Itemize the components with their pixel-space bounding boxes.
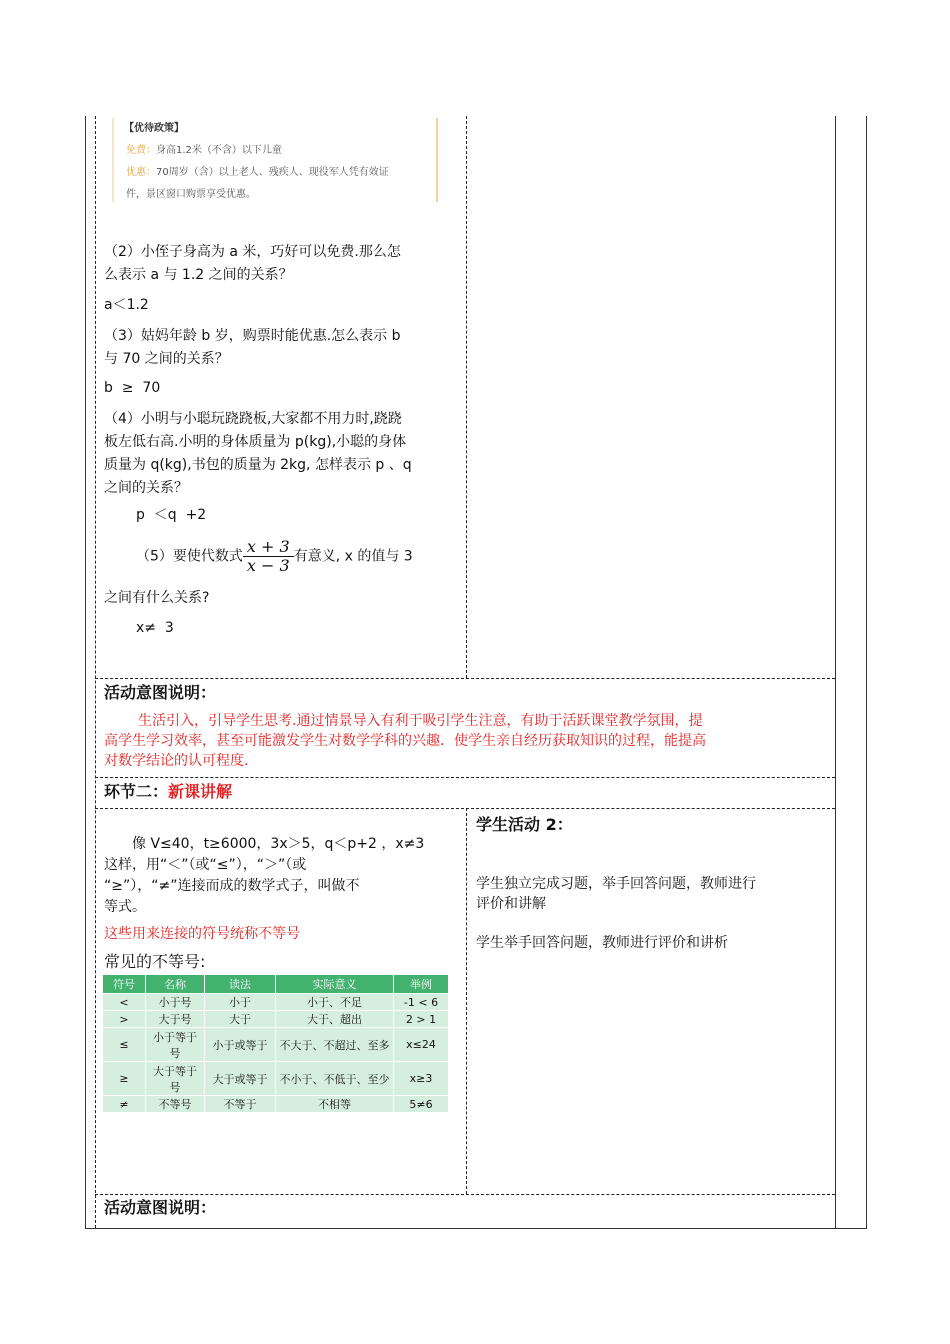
cell-example: x≥3 [394,1062,449,1096]
intent1-body [104,711,832,771]
table-row [103,1062,449,1096]
policy-title: 【优待政策】 [124,123,184,134]
table-row [103,994,449,1011]
row-divider-3 [95,808,835,809]
inequality-table [102,974,449,1113]
q4-line1: （4）小明与小聪玩跷跷板,大家都不用力时,跷跷 [104,411,402,427]
cell-symbol: ≤ [103,1028,146,1062]
cell-meaning: 不相等 [276,1096,394,1113]
table-row [103,1011,449,1028]
q4-line2: 板左低右高.小明的身体质量为 p(kg),小聪的身体 [104,434,407,450]
q4-line3: 质量为 q(kg),书包的质量为 2kg, 怎样表示 p 、q [104,457,412,473]
q2-line2: 么表示 a 与 1.2 之间的关系？ [104,267,293,283]
inner-right-rule [835,116,836,1228]
q5-denominator: x − 3 [246,556,290,575]
question-5-line1 [136,538,466,575]
column-divider-top [466,116,467,678]
cell-reading: 不等于 [205,1096,276,1113]
header-reading: 读法 [205,975,276,994]
q3-answer: b ≥ 70 [104,380,161,396]
q3-line2: 与 70 之间的关系？ [104,351,229,367]
row-divider-4 [95,1194,835,1195]
q5-answer: x≠ 3 [136,620,174,636]
q4-answer: p ＜q +2 [136,507,207,523]
student-line1: 学生独立完成习题，举手回答问题，教师进行 [476,876,756,892]
student-activity-heading: 学生活动 2： [476,815,573,834]
policy-discount-line1: 70周岁（含）以上老人、残疾人、现役军人凭有效证 [156,167,389,178]
q5-numerator: x + 3 [243,538,294,557]
header-meaning: 实际意义 [276,975,394,994]
student-line3: 学生举手回答问题，教师进行评价和讲析 [476,935,728,951]
q2-answer: a＜1.2 [104,297,149,313]
row-divider-1 [95,678,835,679]
policy-free-text: 身高1.2米（不含）以下儿童 [156,145,282,156]
cell-example: 5≠6 [394,1096,449,1113]
cell-reading: 大于 [205,1011,276,1028]
common-inequalities-title: 常见的不等号: [104,952,206,971]
cell-meaning: 不小于、不低于、至少 [276,1062,394,1096]
table-row [103,1096,449,1113]
policy-free-label: 免费： [126,145,156,156]
intent1-line2: 高学生学习效率，甚至可能激发学生对数学学科的兴趣．使学生亲自经历获取知识的过程，能提高 [104,733,706,749]
cell-symbol: ≥ [103,1062,146,1096]
cell-name: 大于号 [146,1011,205,1028]
row-divider-2 [95,777,835,778]
header-name: 名称 [146,975,205,994]
cell-meaning: 大于、超出 [276,1011,394,1028]
cell-meaning: 小于、不足 [276,994,394,1011]
cell-example: -1 < 6 [394,994,449,1011]
policy-discount-row [114,162,436,184]
cell-name: 大于等于号 [146,1062,205,1096]
lesson-line2: 这样，用“＜”（或“≤”），“＞”（或 [104,857,307,873]
q5-line2: 之间有什么关系? [104,590,210,606]
lesson-paragraph [104,834,462,918]
intent2-heading: 活动意图说明： [104,1198,217,1217]
q2-line1: （2）小侄子身高为 a 米，巧好可以免费.那么怎 [104,244,401,260]
q5-prefix: （5）要使代数式 [136,548,243,565]
cell-name: 不等号 [146,1096,205,1113]
cell-name: 小于等于号 [146,1028,205,1062]
section2-header [104,781,232,803]
section2-title: 新课讲解 [168,782,233,801]
table-row [103,1028,449,1062]
policy-image [112,118,438,202]
lesson-line4: 等式。 [104,899,146,915]
cell-example: 2 > 1 [394,1011,449,1028]
cell-meaning: 不大于、不超过、至多 [276,1028,394,1062]
cell-symbol: < [103,994,146,1011]
lesson-line3: “≥”），“≠”连接而成的数学式子，叫做不 [104,878,360,894]
student-activity-body [476,874,831,953]
lesson-red-note: 这些用来连接的符号统称不等号 [104,926,300,942]
cell-name: 小于号 [146,994,205,1011]
cell-reading: 小于或等于 [205,1028,276,1062]
intent1-line3: 对数学结论的认可程度. [104,753,249,769]
q4-line4: 之间的关系？ [104,480,188,496]
policy-discount-label: 优惠： [126,167,156,178]
question-3 [104,325,462,371]
cell-example: x≤24 [394,1028,449,1062]
header-symbol: 符号 [103,975,146,994]
q3-line1: （3）姑妈年龄 b 岁，购票时能优惠.怎么表示 b [104,328,401,344]
cell-reading: 大于或等于 [205,1062,276,1096]
policy-discount-line2: 件，景区窗口购票享受优惠。 [126,189,256,200]
intent1-heading: 活动意图说明： [104,683,217,702]
intent1-line1: 生活引入，引导学生思考.通过情景导入有利于吸引学生注意，有助于活跃课堂教学氛围，提 [138,713,703,729]
left-dashed-rule [95,116,96,1228]
question-2 [104,241,462,287]
header-example: 举例 [394,975,449,994]
cell-symbol: > [103,1011,146,1028]
q5-fraction [243,538,294,575]
table-header-row [103,975,449,994]
question-4 [104,408,462,500]
policy-free-row [114,140,436,162]
student-line2: 评价和讲解 [476,896,546,912]
cell-reading: 小于 [205,994,276,1011]
column-divider-bottom [466,808,467,1194]
lesson-line1: 像 V≤40，t≥6000，3x＞5，q＜p+2 ，x≠3 [132,836,425,852]
q5-suffix: 有意义, x 的值与 3 [293,548,413,565]
cell-symbol: ≠ [103,1096,146,1113]
section2-label: 环节二： [104,782,169,801]
